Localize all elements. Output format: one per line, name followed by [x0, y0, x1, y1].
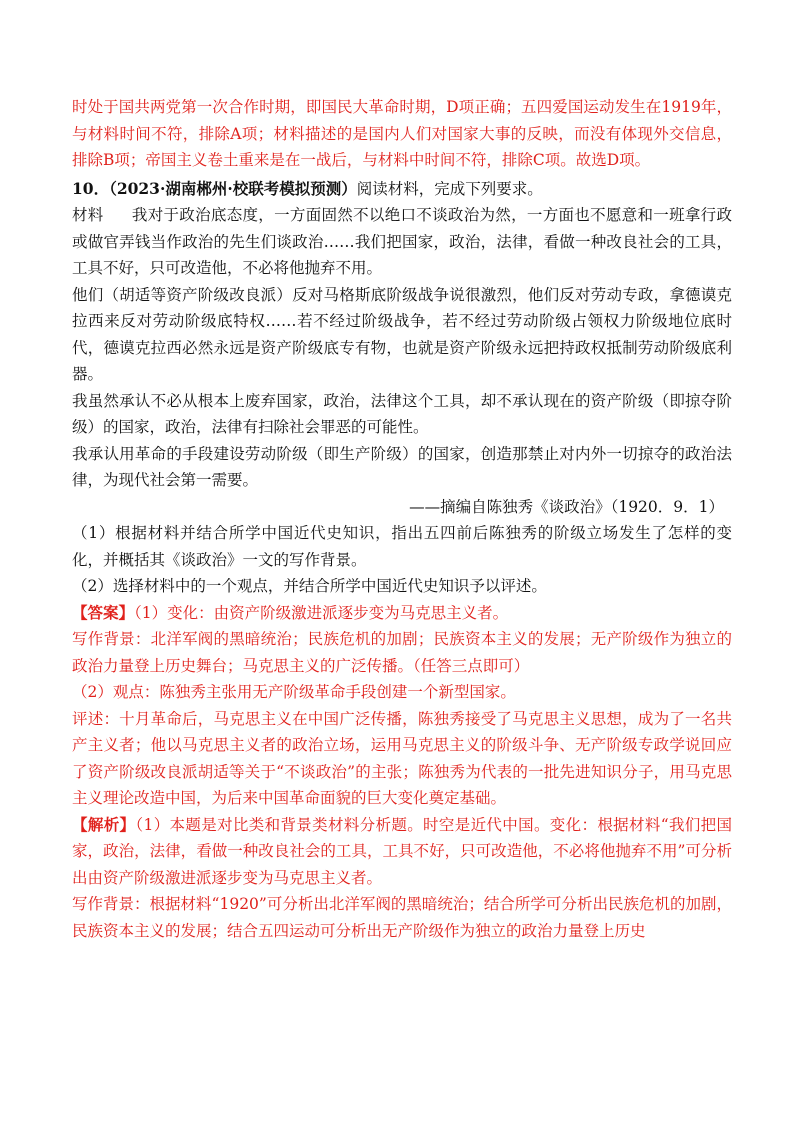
answer-comment: 评述：十月革命后，马克思主义在中国广泛传播，陈独秀接受了马克思主义思想，成为了一名共产主义者；他以马克思主义者的政治立场，运用马克思主义的阶级斗争、无产阶级专政学说回应了资产阶级改良派胡适等关于“不谈政治”的主张；陈独秀为代表的一批先进知识分子，用马克思主义理论改造中国，为后来中国革命面貌的巨大变化奠定基础。	[72, 709, 732, 807]
sub-question-2: （2）选择材料中的一个观点，并结合所学中国近代史知识予以评述。	[72, 577, 547, 595]
material-paragraph-3: 我虽然承认不必从根本上废弃国家，政治，法律这个工具，却不承认现在的资产阶级（即掠夺阶级）的国家，政治，法律有扫除社会罪恶的可能性。	[72, 391, 732, 436]
question-source: （2023·湖南郴州·校联考模拟预测）	[109, 178, 357, 198]
answer-part-1	[72, 600, 732, 627]
material-text-1: 我对于政治底态度，一方面固然不以绝口不谈政治为然，一方面也不愿意和一班拿行政或做官弄钱当作政治的先生们谈政治……我们把国家，政治，法律，看做一种改良社会的工具，工具不好，只可改造他，不必将他抛弃不用。	[72, 206, 732, 277]
answer-background: 写作背景：北洋军阀的黑暗统治；民族危机的加剧；民族资本主义的发展；无产阶级作为独立的政治力量登上历史舞台；马克思主义的广泛传播。（任答三点即可）	[72, 630, 732, 675]
previous-analysis-continuation: 时处于国共两党第一次合作时期，即国民大革命时期，D项正确；五四爱国运动发生在1919年，与材料时间不符，排除A项；材料描述的是国内人们对国家大事的反映，而没有体现外交信息，排除B项；帝国主义卷土重来是在一战后，与材料中时间不符，排除C项。故选D项。	[72, 98, 732, 169]
analysis-label: 【解析】	[72, 814, 136, 834]
material-paragraph-1	[72, 202, 732, 282]
answer-label: 【答案】	[72, 602, 135, 622]
question-number: 10．	[72, 178, 110, 198]
material-label: 材料	[72, 206, 104, 224]
answer-part-2: （2）观点：陈独秀主张用无产阶级革命手段创建一个新型国家。	[72, 683, 516, 701]
analysis-background: 写作背景：根据材料“1920”可分析出北洋军阀的黑暗统治；结合所学可分析出民族危机的加剧，民族资本主义的发展；结合五四运动可分析出无产阶级作为独立的政治力量登上历史	[72, 895, 732, 940]
analysis-part-1	[72, 812, 732, 892]
material-paragraph-2: 他们（胡适等资产阶级改良派）反对马格斯底阶级战争说很激烈，他们反对劳动专政，拿德谟克拉西来反对劳动阶级底特权……若不经过阶级战争，若不经过劳动阶级占领权力阶级地位底时代，德谟克拉西必然永远是资产阶级底专有物，也就是资产阶级永远把持政权抵制劳动阶级底利器。	[72, 285, 732, 383]
document-page	[72, 94, 732, 944]
material-citation: ——摘编自陈独秀《谈政治》（1920．9．1）	[409, 497, 724, 516]
analysis-part-1-text: （1）本题是对比类和背景类材料分析题。时空是近代中国。变化：根据材料“我们把国家，政治，法律，看做一种改良社会的工具，工具不好，只可改造他，不必将他抛弃不用”可分析出由资产阶级激进派逐步变为马克思主义者。	[72, 815, 732, 887]
question-header	[72, 176, 732, 203]
material-paragraph-4: 我承认用革命的手段建设劳动阶级（即生产阶级）的国家，创造那禁止对内外一切掠夺的政治法律，为现代社会第一需要。	[72, 444, 732, 489]
sub-question-1: （1）根据材料并结合所学中国近代史知识，指出五四前后陈独秀的阶级立场发生了怎样的变化，并概括其《谈政治》一文的写作背景。	[72, 524, 732, 569]
question-prompt: 阅读材料，完成下列要求。	[356, 179, 543, 198]
answer-part-1-text: （1）变化：由资产阶级激进派逐步变为马克思主义者。	[134, 603, 509, 622]
